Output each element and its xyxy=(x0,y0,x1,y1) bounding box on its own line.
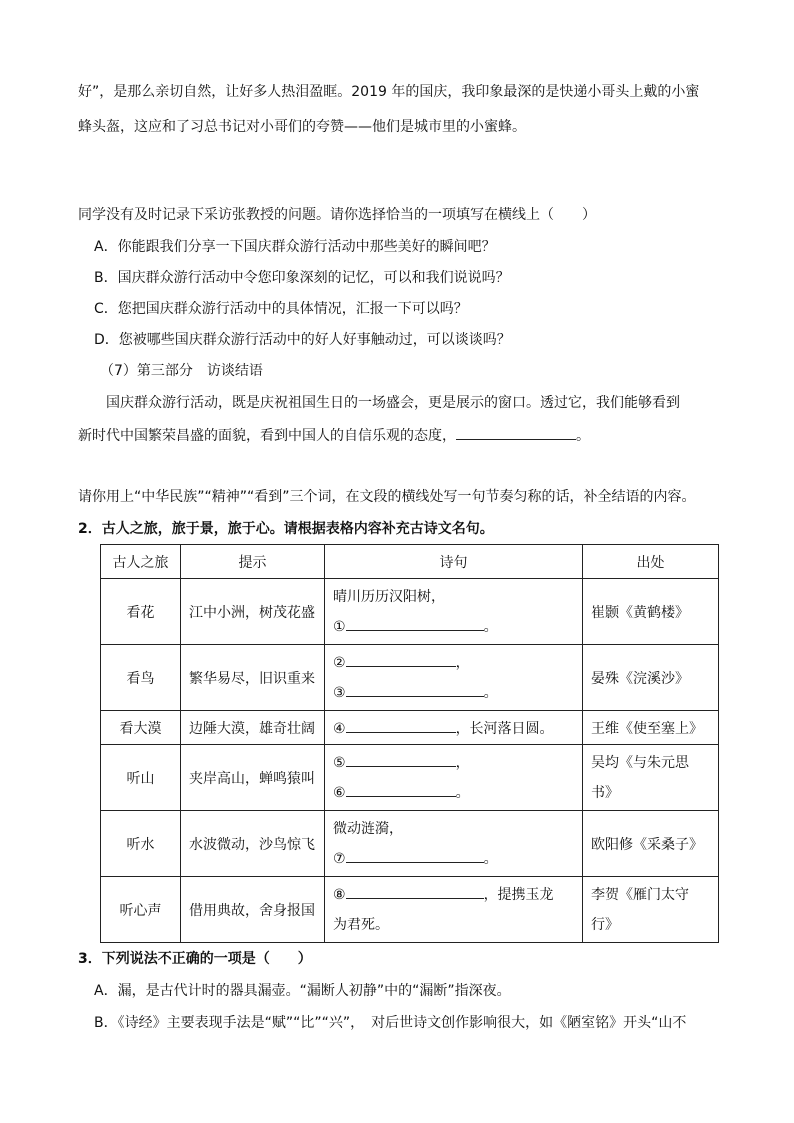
hint-cell: 夹岸高山，蝉鸣猿叫 xyxy=(181,745,325,811)
passage-line-2: 蜂头盔，这应和了习总书记对小哥们的夸赞——他们是城市里的小蜜蜂。 xyxy=(78,119,526,135)
hint-cell: 借用典故，舍身报国 xyxy=(181,877,325,943)
table-row xyxy=(101,579,719,645)
blank-number: ⑦ xyxy=(333,850,346,867)
answer-blank[interactable] xyxy=(346,752,456,767)
table-row xyxy=(101,877,719,943)
trip-cell: 看花 xyxy=(101,579,181,645)
part7-heading: （7）第三部分 访谈结语 xyxy=(100,363,263,379)
table-row xyxy=(101,811,719,877)
verse-blank-line xyxy=(333,778,574,808)
verse-end: 。 xyxy=(483,684,498,701)
verse-end: ， xyxy=(455,654,470,671)
header-source: 出处 xyxy=(583,545,719,579)
question-3-stem: 3．下列说法不正确的一项是（ ） xyxy=(78,951,312,967)
verse-end: 。 xyxy=(455,784,470,801)
answer-blank[interactable] xyxy=(346,718,456,733)
verse-blank-line xyxy=(333,844,574,874)
source-cell: 王维《使至塞上》 xyxy=(583,711,719,745)
blank-number: ② xyxy=(333,654,346,671)
source-line: 行》 xyxy=(591,916,619,933)
header-verse: 诗句 xyxy=(325,545,583,579)
part7-paragraph-line-1: 国庆群众游行活动，既是庆祝祖国生日的一场盛会，更是展示的窗口。透过它，我们能够看到 xyxy=(106,395,680,411)
answer-blank[interactable] xyxy=(346,884,484,899)
poem-table xyxy=(100,544,719,943)
table-row xyxy=(101,711,719,745)
table-row xyxy=(101,745,719,811)
part7-instruction: 请你用上“中华民族”“精神”“看到”三个词，在文段的横线处写一句节奏匀称的话，补全结语的内容。 xyxy=(78,489,696,505)
part7-paragraph-line-2 xyxy=(78,425,590,445)
answer-blank[interactable] xyxy=(456,425,576,440)
verse-blank-line xyxy=(333,612,574,642)
source-cell: 晏殊《浣溪沙》 xyxy=(583,645,719,711)
option-b: B．国庆群众游行活动中令您印象深刻的记忆，可以和我们说说吗？ xyxy=(94,270,510,286)
verse-blank-line xyxy=(333,880,574,910)
source-cell: 崔颢《黄鹤楼》 xyxy=(583,579,719,645)
source-cell: 欧阳修《采桑子》 xyxy=(583,811,719,877)
verse-end: ，提携玉龙 xyxy=(483,886,554,903)
q3-option-b: B．《诗经》主要表现手法是“赋”“比”“兴”， 对后世诗文创作影响很大，如《陋室铭》开头“山不 xyxy=(94,1015,687,1031)
blank-number: ① xyxy=(333,618,346,635)
hint-cell: 江中小洲，树茂花盛 xyxy=(181,579,325,645)
answer-blank[interactable] xyxy=(346,848,484,863)
verse-cell xyxy=(325,579,583,645)
verse-line: 为君死。 xyxy=(333,916,389,933)
source-line: 李贺《雁门太守 xyxy=(591,886,689,903)
answer-blank[interactable] xyxy=(346,616,484,631)
verse-blank-line xyxy=(333,748,574,778)
verse-cell xyxy=(325,811,583,877)
verse-line: 微动涟漪， xyxy=(333,820,403,837)
trip-cell: 听水 xyxy=(101,811,181,877)
trip-cell: 看鸟 xyxy=(101,645,181,711)
interview-question-stem: 同学没有及时记录下采访张教授的问题。请你选择恰当的一项填写在横线上（ ） xyxy=(78,207,596,223)
hint-cell: 繁华易尽，旧识重来 xyxy=(181,645,325,711)
verse-end: 。 xyxy=(483,618,498,635)
verse-end: ，长河落日圆。 xyxy=(455,720,554,737)
verse-end: 。 xyxy=(483,850,498,867)
verse-cell xyxy=(325,645,583,711)
option-c: C．您把国庆群众游行活动中的具体情况，汇报一下可以吗？ xyxy=(94,301,468,317)
table-row xyxy=(101,645,719,711)
table-header-row xyxy=(101,545,719,579)
source-line: 书》 xyxy=(591,784,619,801)
blank-number: ⑧ xyxy=(333,886,346,903)
hint-cell: 边陲大漠，雄奇壮阔 xyxy=(181,711,325,745)
answer-blank[interactable] xyxy=(346,682,484,697)
blank-number: ③ xyxy=(333,684,346,701)
hint-cell: 水波微动，沙鸟惊飞 xyxy=(181,811,325,877)
source-line: 吴均《与朱元思 xyxy=(591,754,689,771)
verse-cell xyxy=(325,877,583,943)
part7-paragraph-text: 新时代中国繁荣昌盛的面貌，看到中国人的自信乐观的态度， xyxy=(78,428,456,444)
header-trip: 古人之旅 xyxy=(101,545,181,579)
verse-cell xyxy=(325,711,583,745)
blank-number: ⑤ xyxy=(333,754,346,771)
blank-number: ④ xyxy=(333,720,346,737)
option-d: D．您被哪些国庆群众游行活动中的好人好事触动过，可以谈谈吗？ xyxy=(94,332,511,348)
q3-option-a: A．漏，是古代计时的器具漏壶。“漏断人初静”中的“漏断”指深夜。 xyxy=(94,983,511,999)
verse-line: 晴川历历汉阳树， xyxy=(333,588,445,605)
option-a: A．你能跟我们分享一下国庆群众游行活动中那些美好的瞬间吧？ xyxy=(94,239,496,255)
passage-line-1: 好”，是那么亲切自然，让好多人热泪盈眶。2019 年的国庆，我印象最深的是快递小哥头上戴的小蜜 xyxy=(78,84,700,100)
source-cell xyxy=(583,745,719,811)
verse-blank-line xyxy=(333,648,574,678)
trip-cell: 听心声 xyxy=(101,877,181,943)
blank-number: ⑥ xyxy=(333,784,346,801)
verse-end: ， xyxy=(455,754,470,771)
answer-blank[interactable] xyxy=(346,782,456,797)
header-hint: 提示 xyxy=(181,545,325,579)
period: 。 xyxy=(576,428,590,444)
trip-cell: 听山 xyxy=(101,745,181,811)
trip-cell: 看大漠 xyxy=(101,711,181,745)
question-2-stem: 2．古人之旅，旅于景，旅于心。请根据表格内容补充古诗文名句。 xyxy=(78,521,494,537)
answer-blank[interactable] xyxy=(346,652,456,667)
verse-blank-line xyxy=(333,678,574,708)
source-cell xyxy=(583,877,719,943)
verse-cell xyxy=(325,745,583,811)
